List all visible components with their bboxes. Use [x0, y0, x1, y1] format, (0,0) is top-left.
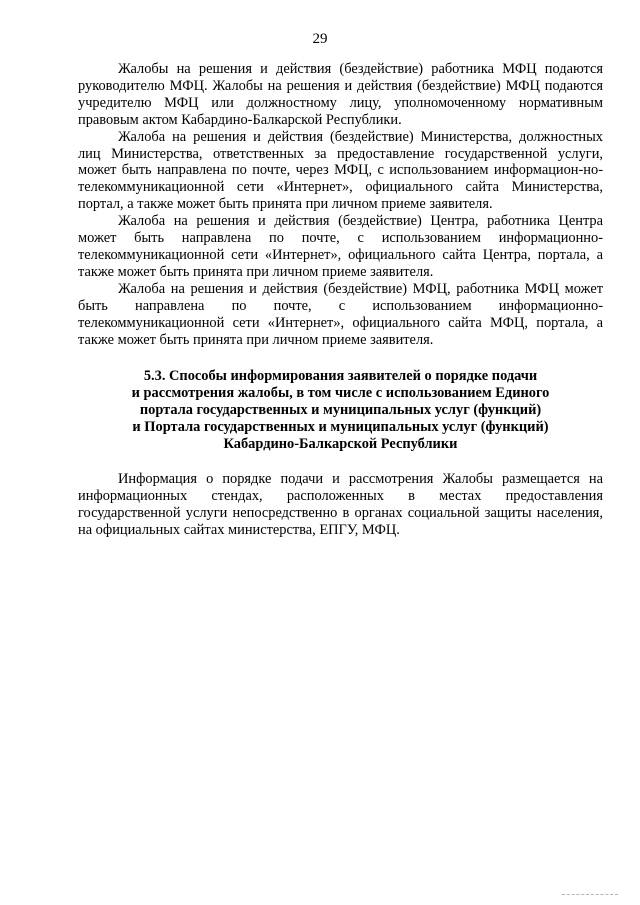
section-title-line: 5.3. Способы информирования заявителей о порядке подачи: [143, 368, 538, 385]
document-body: [78, 61, 603, 539]
page-number: 29: [312, 31, 328, 47]
section-title-line: портала государственных и муниципальных услуг (функций): [139, 402, 542, 419]
paragraph-mfc-worker-complaints: Жалоба на решения и действия (бездействие) МФЦ, работника МФЦ может быть направлена по почте, с использованием информационно-телекоммуникационной сети «Интернет», официального сайта МФЦ, портала, а также может быть принята при личном приеме заявителя.: [78, 280, 603, 348]
section-title-line: Кабардино-Балкарской Республики: [223, 436, 458, 453]
section-title: [78, 368, 603, 453]
section-title-line: и Портала государственных и муниципальных услуг (функций): [132, 419, 549, 436]
paragraph-mfc-complaints: Жалобы на решения и действия (бездействие) работника МФЦ подаются руководителю МФЦ. Жалобы на решения и действия (бездействие) МФЦ подаются учредителю МФЦ или должностному лицу, уполномоченному нормативным правовым актом Кабардино-Балкарской Республики.: [78, 61, 603, 128]
paragraph-information-placement: Информация о порядке подачи и рассмотрения Жалобы размещается на информационных стендах, расположенных в местах предоставления государственной услуги непосредственно в органах социальной защиты населения, на официальных сайтах министерства, ЕПГУ, МФЦ.: [78, 470, 603, 538]
scan-artifact: [562, 894, 618, 897]
paragraph-center-complaints: Жалоба на решения и действия (бездействие) Центра, работника Центра может быть направлена по почте, с использованием информационно-телекоммуникационной сети «Интернет», официального сайта Центра, портала, а также может быть принята при личном приеме заявителя.: [78, 213, 603, 280]
paragraph-ministry-complaints: Жалоба на решения и действия (бездействие) Министерства, должностных лиц Министерства, ответственных за предоставление государственной услуги, может быть направлена по почте, через МФЦ, с использованием информацион-но-телекоммуникационной сети «Интернет», официального сайта Министерства, портал, а также может быть принята при личном приеме заявителя.: [78, 128, 603, 213]
section-title-line: и рассмотрения жалобы, в том числе с использованием Единого: [131, 385, 550, 402]
